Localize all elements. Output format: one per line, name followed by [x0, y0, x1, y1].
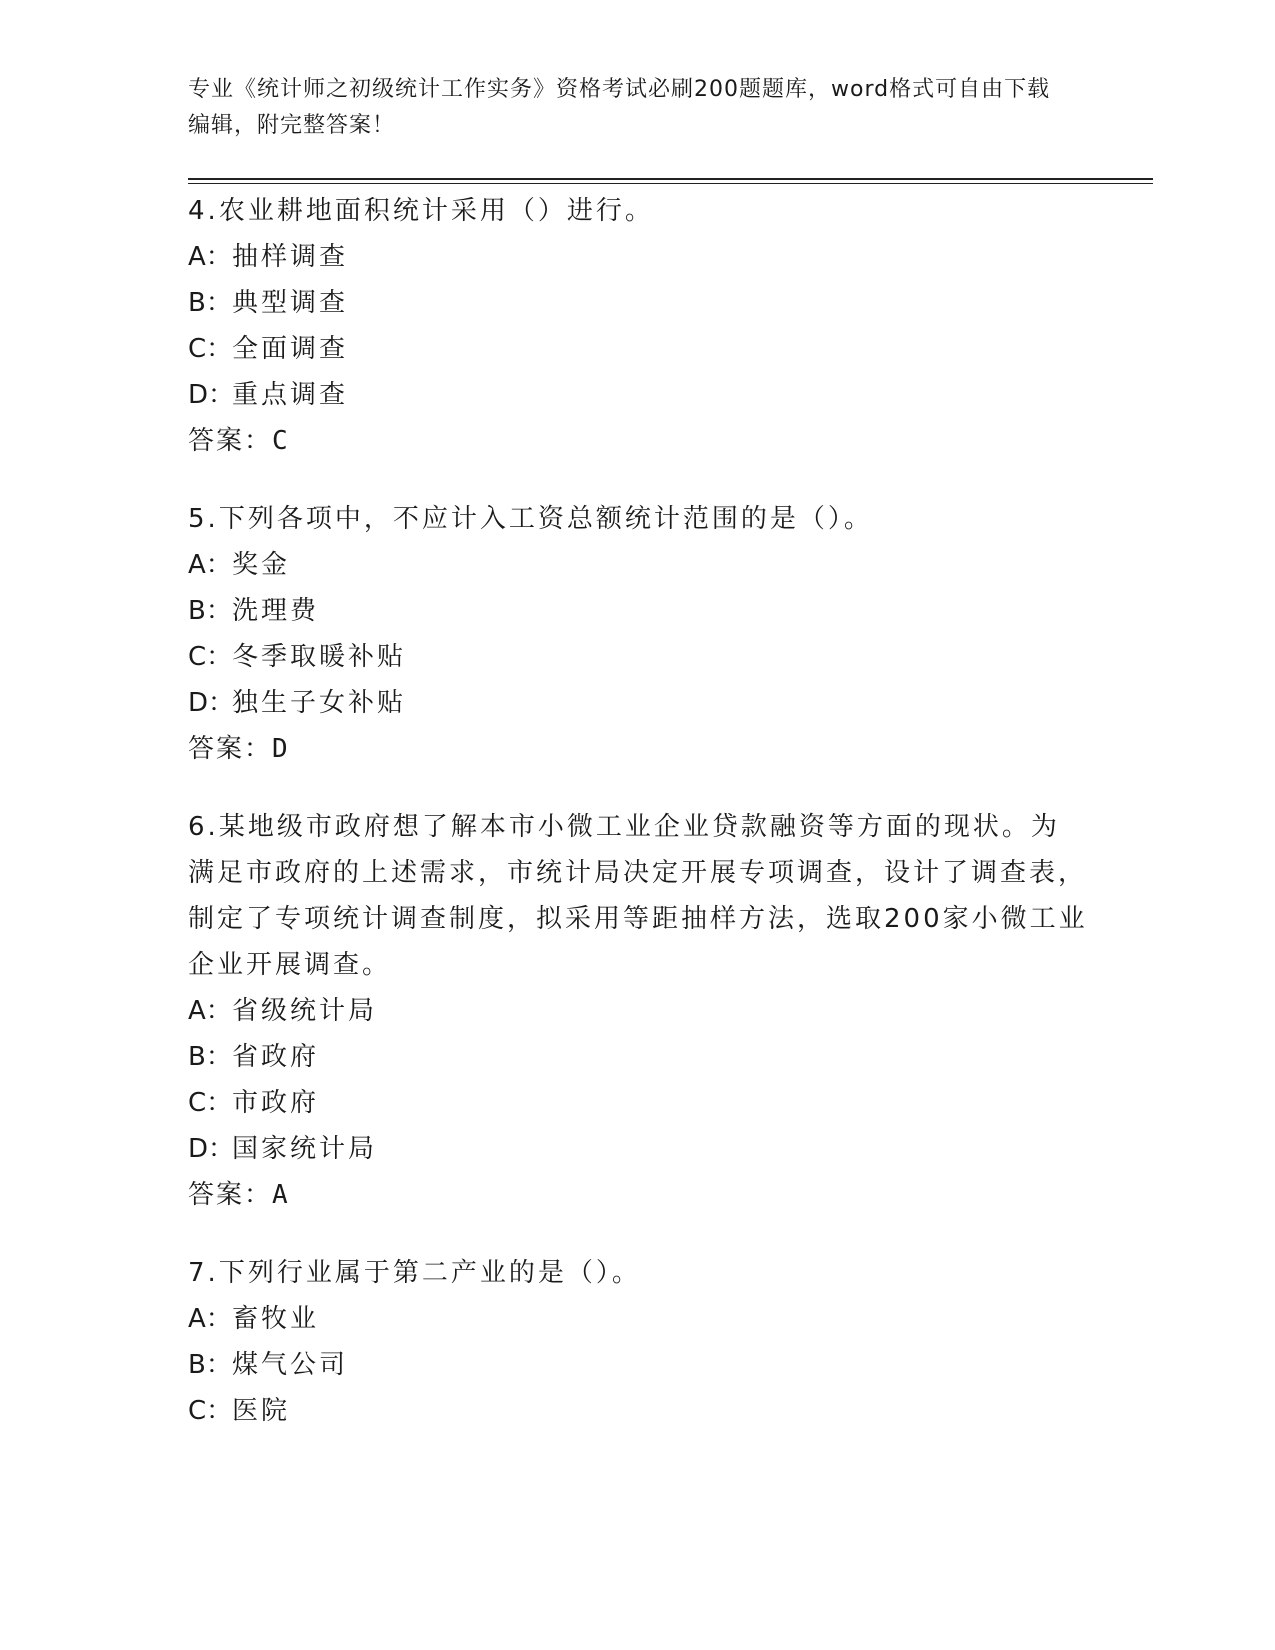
option-a — [188, 988, 1088, 1034]
option-text: 省政府 — [232, 1042, 320, 1072]
question-text — [188, 496, 1088, 542]
option-d — [188, 372, 1088, 418]
answer-line — [188, 1172, 1088, 1218]
option-letter: A： — [188, 1304, 232, 1334]
question-number: 5. — [188, 504, 219, 534]
question-number: 6. — [188, 812, 219, 842]
option-letter: C： — [188, 334, 233, 364]
answer-value: A — [272, 1180, 288, 1210]
question-6 — [188, 804, 1088, 1218]
option-letter: C： — [188, 1396, 233, 1426]
option-c — [188, 634, 1088, 680]
question-body: 下列各项中，不应计入工资总额统计范围的是（）。 — [218, 504, 873, 534]
header-divider-thick — [188, 178, 1153, 180]
option-letter: D： — [188, 688, 235, 718]
option-c — [188, 1388, 1088, 1434]
option-a — [188, 542, 1088, 588]
question-4 — [188, 188, 1088, 464]
header-divider-thin — [188, 183, 1153, 184]
answer-line — [188, 726, 1088, 772]
option-letter: D： — [188, 380, 235, 410]
question-5 — [188, 496, 1088, 772]
document-header: 专业《统计师之初级统计工作实务》资格考试必刷200题题库，word格式可自由下载编辑，附完整答案！ — [188, 77, 1051, 138]
option-letter: A： — [188, 242, 232, 272]
question-list — [188, 188, 1088, 1466]
question-body: 下列行业属于第二产业的是（）。 — [218, 1258, 641, 1288]
option-text: 抽样调查 — [232, 242, 349, 272]
option-b — [188, 1034, 1088, 1080]
option-letter: C： — [188, 1088, 233, 1118]
option-text: 煤气公司 — [232, 1350, 349, 1380]
option-letter: B： — [188, 1350, 232, 1380]
answer-line — [188, 418, 1088, 464]
option-b — [188, 588, 1088, 634]
answer-label: 答案： — [188, 426, 273, 456]
option-text: 洗理费 — [232, 596, 320, 626]
option-text: 医院 — [232, 1396, 291, 1426]
question-text — [188, 1250, 1088, 1296]
option-c — [188, 326, 1088, 372]
option-d — [188, 680, 1088, 726]
option-letter: A： — [188, 996, 232, 1026]
option-a — [188, 1296, 1088, 1342]
option-text: 重点调查 — [232, 380, 349, 410]
question-text — [188, 188, 1088, 234]
option-b — [188, 1342, 1088, 1388]
option-text: 全面调查 — [232, 334, 349, 364]
option-text: 畜牧业 — [232, 1304, 320, 1334]
question-body: 某地级市政府想了解本市小微工业企业贷款融资等方面的现状。为满足市政府的上述需求，市统计局决定开展专项调查，设计了调查表，制定了专项统计调查制度，拟采用等距抽样方法，选取200家小微工业企业开展调查。 — [188, 812, 1088, 980]
question-number: 7. — [188, 1258, 219, 1288]
option-letter: B： — [188, 1042, 232, 1072]
option-text: 国家统计局 — [232, 1134, 378, 1164]
answer-value: D — [272, 734, 288, 764]
question-body: 农业耕地面积统计采用（）进行。 — [218, 196, 654, 226]
question-7 — [188, 1250, 1088, 1434]
option-letter: B： — [188, 288, 232, 318]
option-c — [188, 1080, 1088, 1126]
answer-label: 答案： — [188, 734, 273, 764]
option-b — [188, 280, 1088, 326]
option-d — [188, 1126, 1088, 1172]
option-text: 市政府 — [232, 1088, 320, 1118]
option-letter: B： — [188, 596, 232, 626]
option-letter: A： — [188, 550, 232, 580]
option-text: 奖金 — [232, 550, 291, 580]
option-text: 冬季取暖补贴 — [232, 642, 407, 672]
option-letter: D： — [188, 1134, 235, 1164]
option-letter: C： — [188, 642, 233, 672]
question-text — [188, 804, 1088, 988]
answer-value: C — [272, 426, 288, 456]
option-text: 独生子女补贴 — [232, 688, 407, 718]
question-number: 4. — [188, 196, 219, 226]
option-text: 省级统计局 — [232, 996, 378, 1026]
answer-label: 答案： — [188, 1180, 273, 1210]
option-text: 典型调查 — [232, 288, 349, 318]
option-a — [188, 234, 1088, 280]
